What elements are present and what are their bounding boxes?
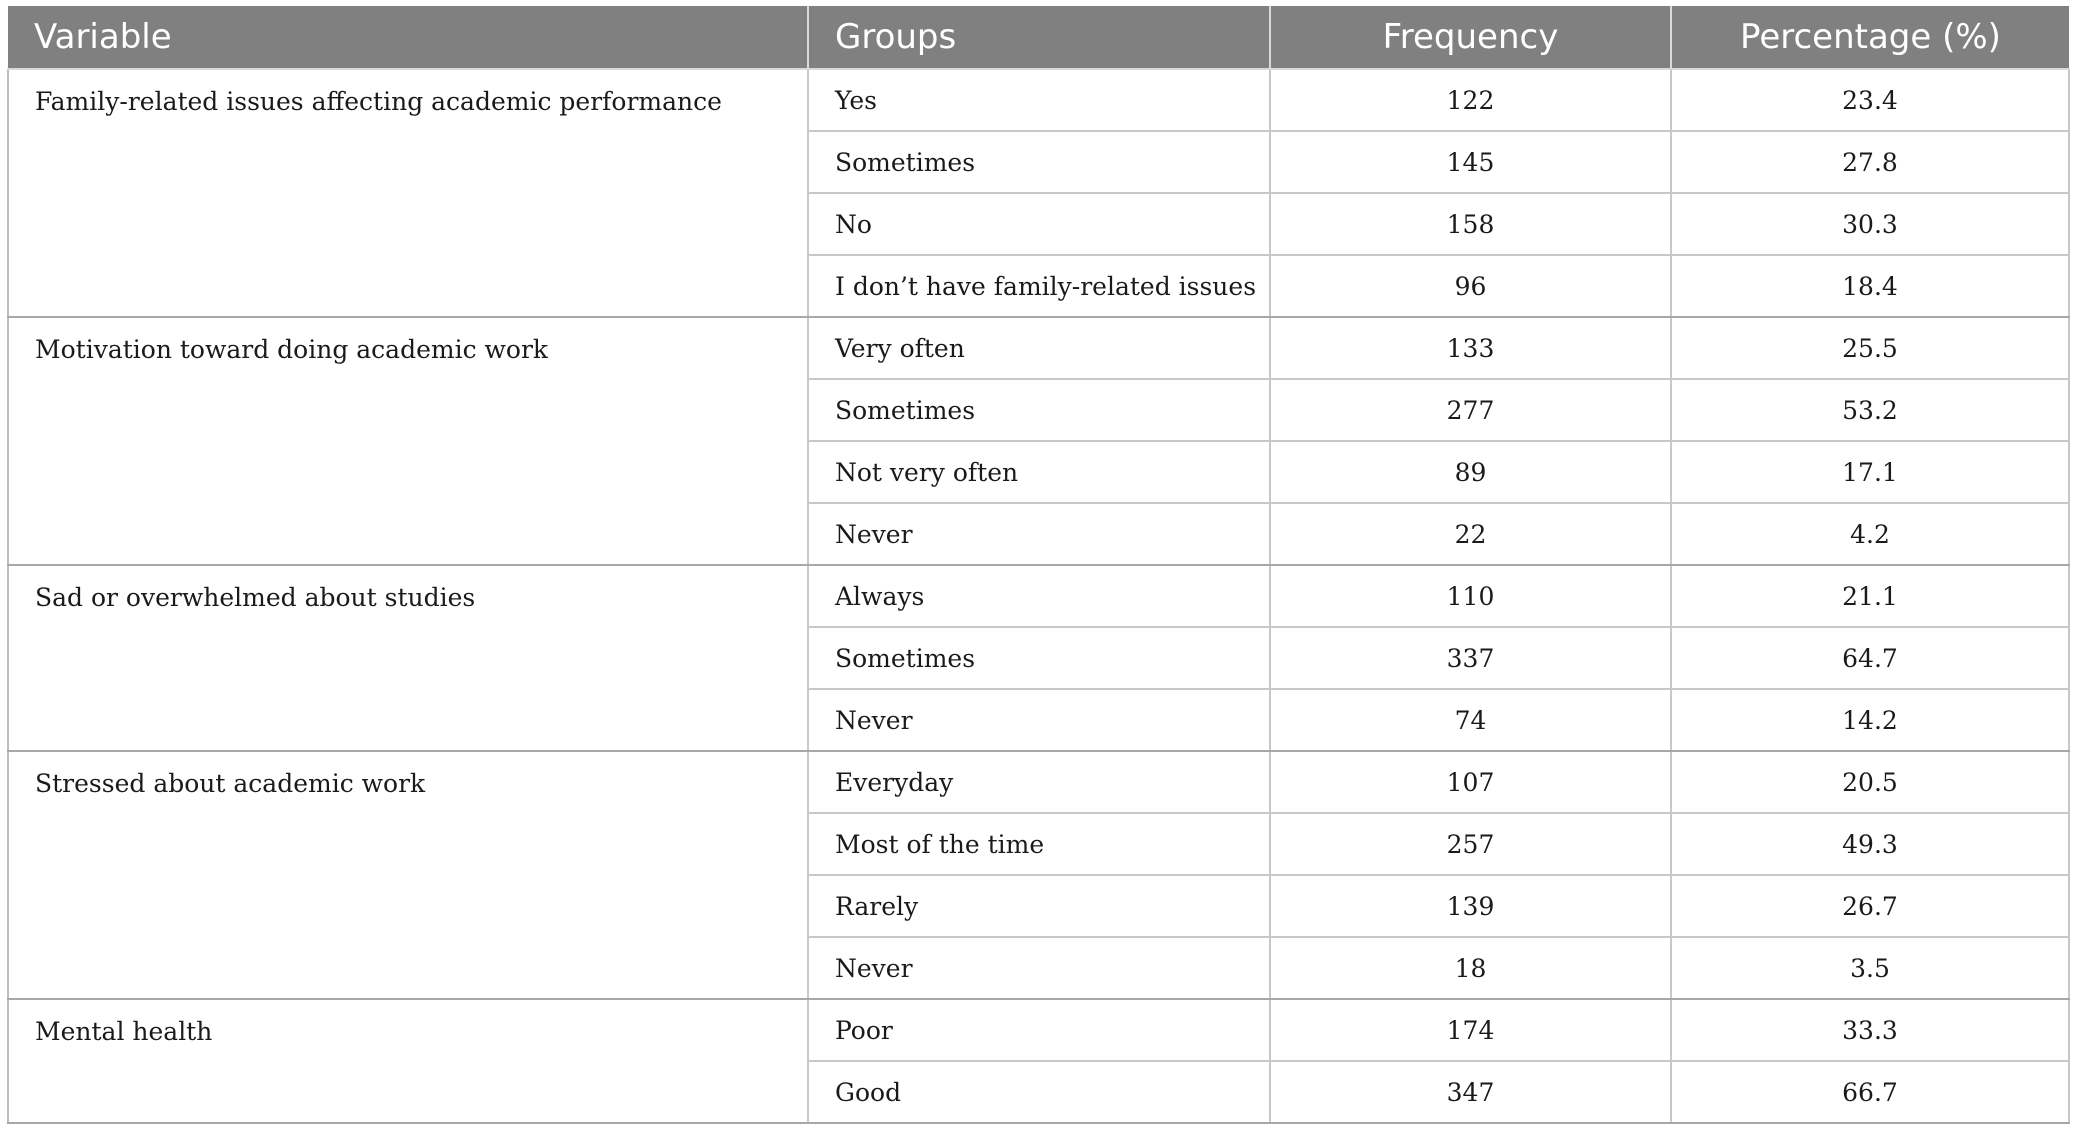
header-percentage: Percentage (%) bbox=[1671, 6, 2069, 69]
variable-cell: Motivation toward doing academic work bbox=[8, 317, 808, 565]
group-cell: No bbox=[808, 193, 1270, 255]
group-cell: Rarely bbox=[808, 875, 1270, 937]
percentage-cell: 25.5 bbox=[1671, 317, 2069, 379]
percentage-cell: 26.7 bbox=[1671, 875, 2069, 937]
frequency-cell: 139 bbox=[1270, 875, 1671, 937]
frequency-cell: 133 bbox=[1270, 317, 1671, 379]
percentage-cell: 14.2 bbox=[1671, 689, 2069, 751]
group-cell: Poor bbox=[808, 999, 1270, 1061]
table-body bbox=[8, 69, 2069, 1123]
frequency-cell: 96 bbox=[1270, 255, 1671, 317]
header-frequency: Frequency bbox=[1270, 6, 1671, 69]
frequency-cell: 18 bbox=[1270, 937, 1671, 999]
group-cell: Never bbox=[808, 937, 1270, 999]
percentage-cell: 64.7 bbox=[1671, 627, 2069, 689]
group-cell: Always bbox=[808, 565, 1270, 627]
table-row bbox=[8, 565, 2069, 627]
group-cell: Sometimes bbox=[808, 627, 1270, 689]
frequency-cell: 277 bbox=[1270, 379, 1671, 441]
frequency-cell: 145 bbox=[1270, 131, 1671, 193]
percentage-cell: 53.2 bbox=[1671, 379, 2069, 441]
frequency-cell: 89 bbox=[1270, 441, 1671, 503]
percentage-cell: 49.3 bbox=[1671, 813, 2069, 875]
percentage-cell: 21.1 bbox=[1671, 565, 2069, 627]
percentage-cell: 33.3 bbox=[1671, 999, 2069, 1061]
group-cell: Good bbox=[808, 1061, 1270, 1123]
table-row bbox=[8, 751, 2069, 813]
frequency-cell: 158 bbox=[1270, 193, 1671, 255]
group-cell: Sometimes bbox=[808, 379, 1270, 441]
frequency-cell: 74 bbox=[1270, 689, 1671, 751]
variable-cell: Family-related issues affecting academic performance bbox=[8, 69, 808, 317]
table-row bbox=[8, 317, 2069, 379]
group-cell: Very often bbox=[808, 317, 1270, 379]
variable-cell: Sad or overwhelmed about studies bbox=[8, 565, 808, 751]
frequency-table bbox=[7, 6, 2070, 1124]
group-cell: Yes bbox=[808, 69, 1270, 131]
frequency-cell: 174 bbox=[1270, 999, 1671, 1061]
percentage-cell: 17.1 bbox=[1671, 441, 2069, 503]
group-cell: Everyday bbox=[808, 751, 1270, 813]
percentage-cell: 20.5 bbox=[1671, 751, 2069, 813]
table-header bbox=[8, 6, 2069, 69]
variable-cell: Stressed about academic work bbox=[8, 751, 808, 999]
header-variable: Variable bbox=[8, 6, 808, 69]
frequency-cell: 347 bbox=[1270, 1061, 1671, 1123]
table-row bbox=[8, 999, 2069, 1061]
percentage-cell: 66.7 bbox=[1671, 1061, 2069, 1123]
frequency-cell: 257 bbox=[1270, 813, 1671, 875]
frequency-cell: 337 bbox=[1270, 627, 1671, 689]
group-cell: Most of the time bbox=[808, 813, 1270, 875]
frequency-cell: 110 bbox=[1270, 565, 1671, 627]
percentage-cell: 27.8 bbox=[1671, 131, 2069, 193]
frequency-cell: 122 bbox=[1270, 69, 1671, 131]
data-table-container bbox=[7, 6, 2068, 1124]
group-cell: Never bbox=[808, 689, 1270, 751]
percentage-cell: 4.2 bbox=[1671, 503, 2069, 565]
header-row bbox=[8, 6, 2069, 69]
header-groups: Groups bbox=[808, 6, 1270, 69]
frequency-cell: 107 bbox=[1270, 751, 1671, 813]
percentage-cell: 30.3 bbox=[1671, 193, 2069, 255]
group-cell: Never bbox=[808, 503, 1270, 565]
group-cell: I don’t have family-related issues bbox=[808, 255, 1270, 317]
variable-cell: Mental health bbox=[8, 999, 808, 1123]
frequency-cell: 22 bbox=[1270, 503, 1671, 565]
percentage-cell: 23.4 bbox=[1671, 69, 2069, 131]
group-cell: Sometimes bbox=[808, 131, 1270, 193]
percentage-cell: 18.4 bbox=[1671, 255, 2069, 317]
percentage-cell: 3.5 bbox=[1671, 937, 2069, 999]
table-row bbox=[8, 69, 2069, 131]
group-cell: Not very often bbox=[808, 441, 1270, 503]
